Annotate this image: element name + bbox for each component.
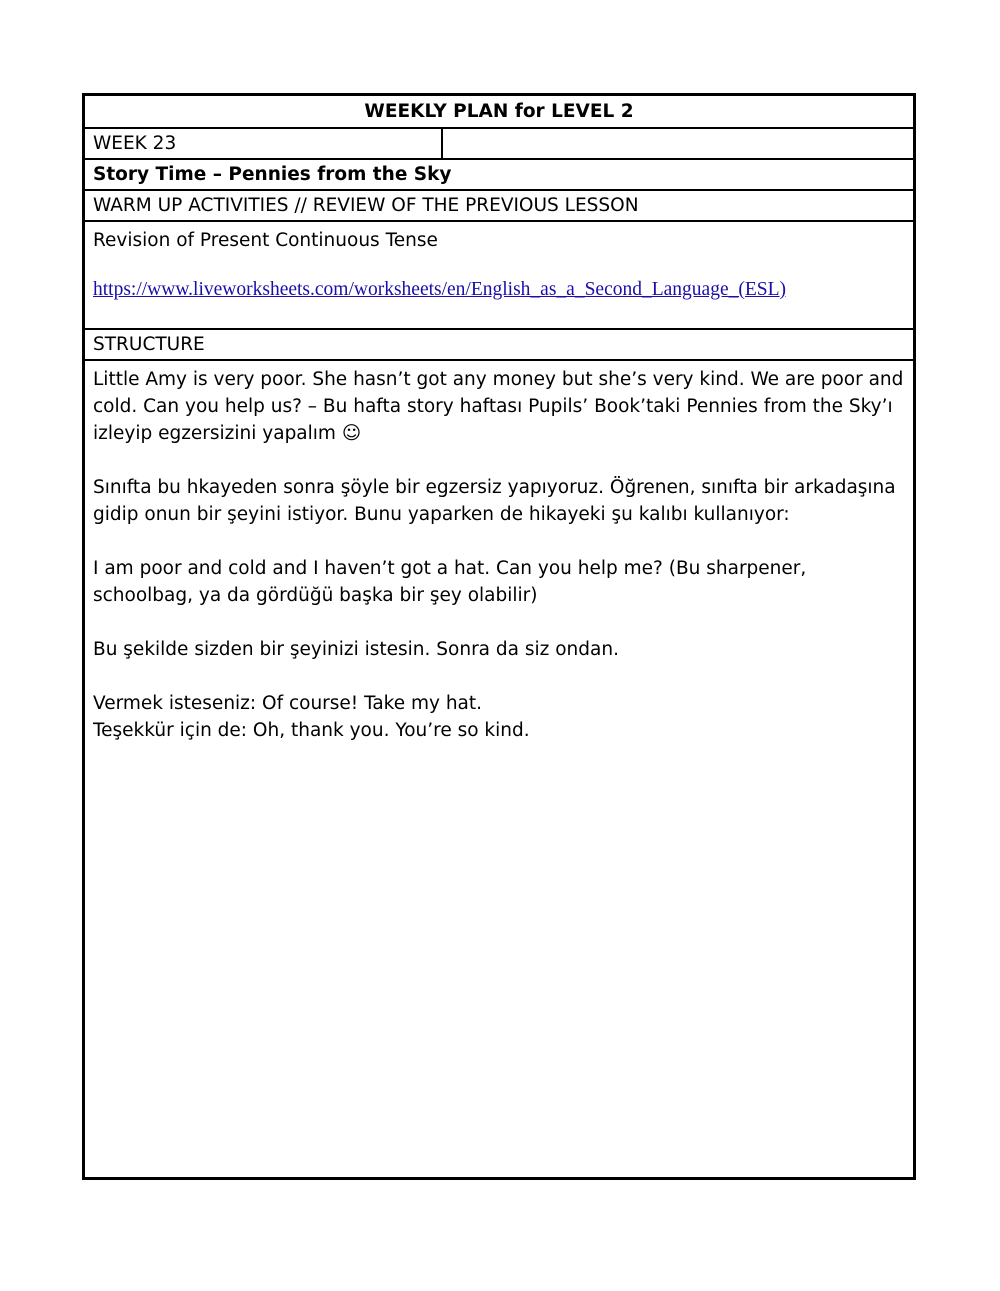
paragraph-pattern: I am poor and cold and I haven’t got a hat. Can you help me? (Bu sharpener, schoolbag, ya da gördüğü başka bir şey olabilir) bbox=[93, 558, 807, 606]
revision-section bbox=[85, 222, 913, 330]
paragraph-exercise: Sınıfta bu hkayeden sonra şöyle bir egzersiz yapıyoruz. Öğrenen, sınıfta bir arkadaşına gidip onun bir şeyini istiyor. Bunu yaparken de hikayeki şu kalıbı kullanıyor: bbox=[93, 477, 896, 525]
page-title-text: WEEKLY PLAN for LEVEL 2 bbox=[364, 101, 634, 122]
closing-line-give: Vermek isteseniz: Of course! Take my hat. bbox=[93, 693, 483, 714]
paragraph-request: Bu şekilde sizden bir şeyinizi istesin. Sonra da siz ondan. bbox=[93, 639, 619, 660]
weekly-plan-table bbox=[82, 93, 916, 1180]
warm-up-heading-text: WARM UP ACTIVITIES // REVIEW OF THE PREVIOUS LESSON bbox=[93, 195, 639, 216]
week-row bbox=[85, 129, 913, 160]
structure-heading bbox=[85, 330, 913, 361]
revision-text: Revision of Present Continuous Tense bbox=[93, 230, 438, 251]
structure-heading-text: STRUCTURE bbox=[93, 334, 205, 355]
story-title-text: Story Time – Pennies from the Sky bbox=[93, 164, 452, 185]
paragraph-intro: Little Amy is very poor. She hasn’t got any money but she’s very kind. We are poor and cold. Can you help us? – Bu hafta story haftası Pupils’ Book’taki Pennies from the Sky’ı izleyip egzersizini yapalım ☺ bbox=[93, 369, 904, 444]
structure-content bbox=[85, 361, 913, 1177]
page-title bbox=[85, 96, 913, 129]
story-title bbox=[85, 160, 913, 191]
worksheet-link[interactable]: https://www.liveworksheets.com/worksheets/en/English_as_a_Second_Language_(ESL) bbox=[93, 279, 787, 300]
warm-up-heading bbox=[85, 191, 913, 222]
week-label: WEEK 23 bbox=[85, 129, 443, 158]
week-empty-cell bbox=[443, 129, 913, 158]
closing-line-thanks: Teşekkür için de: Oh, thank you. You’re so kind. bbox=[93, 720, 530, 741]
